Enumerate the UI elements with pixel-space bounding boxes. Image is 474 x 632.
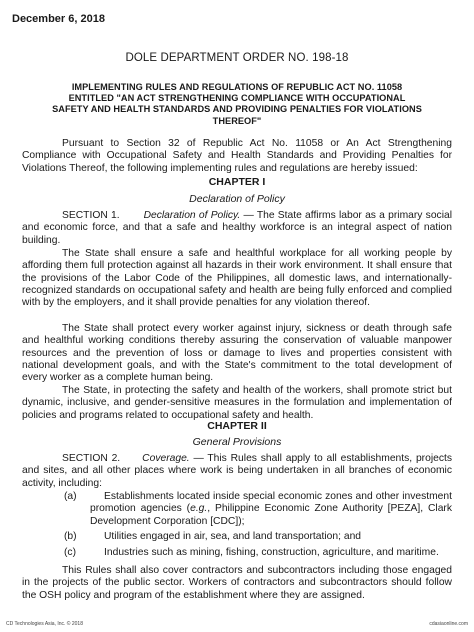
policy-paragraph-2: The State shall ensure a safe and healthful workplace for all working people by affording them full protection against all hazards in their work environment. It shall ensure that the provisions of the Labor Code of the Philippines, all domestic laws, and internationally-recognized standards on occupational safety and health are being fully enforced and complied with by the employers, and it shall provide penalties for any violation thereof.	[22, 248, 452, 309]
section-2-number: SECTION 2.	[62, 453, 121, 464]
section-1-number: SECTION 1.	[62, 210, 120, 221]
chapter-1-subheading: Declaration of Policy	[189, 193, 285, 205]
list-item-b	[22, 531, 452, 545]
policy-paragraph-4: The State, in protecting the safety and health of the workers, shall promote strict but dynamic, inclusive, and gender-sensitive measures in the formulation and implementation of policies and programs related to occupational safety and health.	[22, 385, 452, 421]
list-text: Establishments located inside special economic zones and other investment promotion agencies (e.g., Philippine Economic Zone Authority [PEZA], Clark Development Corporation [CDC]);	[90, 491, 452, 527]
list-text: Industries such as mining, fishing, construction, agriculture, and maritime.	[104, 547, 439, 558]
footer-website: cdasiaonline.com	[429, 621, 468, 627]
list-text: Utilities engaged in air, sea, and land transportation; and	[104, 531, 362, 542]
section-2-paragraph	[22, 453, 452, 490]
subtitle-line: SAFETY AND HEALTH STANDARDS AND PROVIDING PENALTIES FOR VIOLATIONS	[52, 104, 422, 115]
list-label: (a)	[64, 491, 77, 502]
order-title: DOLE DEPARTMENT ORDER NO. 198-18	[125, 52, 349, 64]
subtitle-line: THEREOF"	[212, 115, 262, 126]
subtitle-line: IMPLEMENTING RULES AND REGULATIONS OF REPUBLIC ACT NO. 11058	[71, 82, 403, 92]
preamble-paragraph: Pursuant to Section 32 of Republic Act No. 11058 or An Act Strengthening Compliance with Occupational Safety and Health Standards and Providing Penalties for Violations Thereof, the following implementing rules and regulations are hereby issued:	[22, 138, 452, 174]
document-date: December 6, 2018	[12, 13, 105, 25]
section-1-paragraph	[22, 210, 452, 247]
chapter-2-heading: CHAPTER II	[207, 420, 267, 432]
list-item-c	[22, 547, 452, 561]
section-2-text: — This Rules shall apply to all establishments, projects and sites, and all other places where work is being undertaken in all branches of economic activity, including:	[22, 453, 452, 489]
coverage-closing-paragraph: This Rules shall also cover contractors and subcontractors including those engaged in the projects of the public sector. Workers of contractors and subcontractors should follow the OSH policy and program of the establishment where they are assigned.	[22, 565, 452, 601]
order-subtitle	[46, 82, 428, 127]
list-label: (c)	[64, 547, 77, 558]
section-2-title: Coverage.	[142, 453, 190, 464]
list-label: (b)	[64, 531, 77, 542]
section-1-text: — The State affirms labor as a primary social and economic force, and that a safe and healthy workforce is an integral aspect of nation building.	[22, 210, 452, 246]
section-1-title: Declaration of Policy.	[143, 210, 241, 221]
policy-paragraph-3: The State shall protect every worker against injury, sickness or death through safe and healthful working conditions thereby assuring the conservation of valuable manpower resources and the prevention of loss or damage to lives and properties consistent with national development goals, and with the State's commitment to the total development of every worker as a complete human being.	[22, 323, 452, 384]
footer-copyright: CD Technologies Asia, Inc. © 2018	[6, 621, 83, 627]
list-item-a	[22, 491, 452, 531]
chapter-2-subheading: General Provisions	[192, 436, 282, 448]
chapter-1-heading: CHAPTER I	[208, 176, 266, 188]
subtitle-line: ENTITLED "AN ACT STRENGTHENING COMPLIANCE WITH OCCUPATIONAL	[68, 93, 406, 104]
